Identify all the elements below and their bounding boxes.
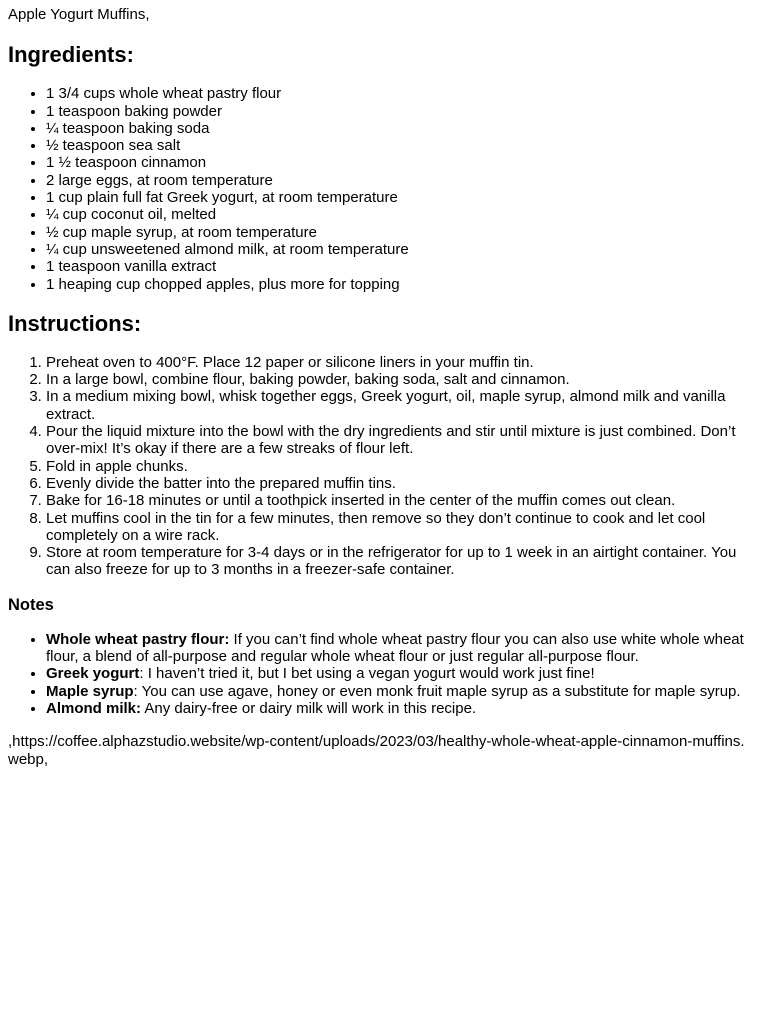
ingredient-item: • 1 ½ teaspoon cinnamon (46, 154, 760, 171)
ingredient-item: • 1 heaping cup chopped apples, plus more for topping (46, 276, 760, 293)
ingredients-heading: Ingredients: (8, 42, 134, 68)
instruction-step: 6. Evenly divide the batter into the prepared muffin tins. (46, 475, 760, 492)
note-item (46, 700, 760, 717)
ingredient-item: • ¼ cup unsweetened almond milk, at room temperature (46, 241, 760, 258)
note-term: Almond milk: (46, 699, 142, 717)
note-text: : I haven’t tried it, but I bet using a vegan yogurt would work just fine! (139, 665, 595, 683)
ingredient-item: • 1 teaspoon baking powder (46, 103, 760, 120)
ingredient-item: • ¼ cup coconut oil, melted (46, 206, 760, 223)
instruction-step: 3. In a medium mixing bowl, whisk together eggs, Greek yogurt, oil, maple syrup, almond milk and vanilla extract. (46, 388, 760, 423)
ingredient-item: • 1 teaspoon vanilla extract (46, 258, 760, 275)
recipe-title-line: Apple Yogurt Muffins, (8, 6, 150, 23)
ingredient-item: • 1 cup plain full fat Greek yogurt, at room temperature (46, 189, 760, 206)
note-term: Maple syrup (46, 682, 134, 700)
note-text: If you can’t find whole wheat pastry flour you can also use white whole wheat flour, a blend of all-purpose and regular whole wheat flour or just regular all-purpose flour. (46, 630, 744, 666)
note-term: Greek yogurt (46, 665, 140, 683)
ingredients-list (8, 85, 760, 293)
instruction-step: 5. Fold in apple chunks. (46, 458, 760, 475)
ingredient-item: • ¼ teaspoon baking soda (46, 120, 760, 137)
ingredient-item: • ½ cup maple syrup, at room temperature (46, 224, 760, 241)
image-url-text: ,https://coffee.alphazstudio.website/wp-content/uploads/2023/03/healthy-whole-wheat-apple-cinnamon-muffins.webp, (8, 733, 745, 768)
instruction-step: 8. Let muffins cool in the tin for a few minutes, then remove so they don’t continue to cook and let cool completely on a wire rack. (46, 510, 760, 545)
ingredient-item: • ½ teaspoon sea salt (46, 137, 760, 154)
instructions-heading: Instructions: (8, 310, 142, 336)
instructions-list (8, 354, 760, 579)
notes-heading: Notes (8, 595, 54, 614)
instruction-step: 7. Bake for 16-18 minutes or until a toothpick inserted in the center of the muffin comes out clean. (46, 492, 760, 509)
instruction-step: 9. Store at room temperature for 3-4 days or in the refrigerator for up to 1 week in an airtight container. You can also freeze for up to 3 months in a freezer-safe container. (46, 544, 760, 579)
notes-list (8, 631, 760, 717)
ingredient-item: • 2 large eggs, at room temperature (46, 172, 760, 189)
ingredient-item: • 1 3/4 cups whole wheat pastry flour (46, 85, 760, 102)
note-item (46, 665, 760, 682)
instruction-step: 2. In a large bowl, combine flour, baking powder, baking soda, salt and cinnamon. (46, 371, 760, 388)
instruction-step: 1. Preheat oven to 400°F. Place 12 paper or silicone liners in your muffin tin. (46, 354, 760, 371)
note-text: : You can use agave, honey or even monk fruit maple syrup as a substitute for maple syrup. (133, 682, 741, 700)
note-term: Whole wheat pastry flour: (46, 630, 230, 648)
note-text: Any dairy-free or dairy milk will work in this recipe. (141, 699, 477, 717)
note-item (46, 631, 760, 666)
instruction-step: 4. Pour the liquid mixture into the bowl with the dry ingredients and stir until mixture is just combined. Don’t over-mix! It’s okay if there are a few streaks of flour left. (46, 423, 760, 458)
note-item (46, 683, 760, 700)
